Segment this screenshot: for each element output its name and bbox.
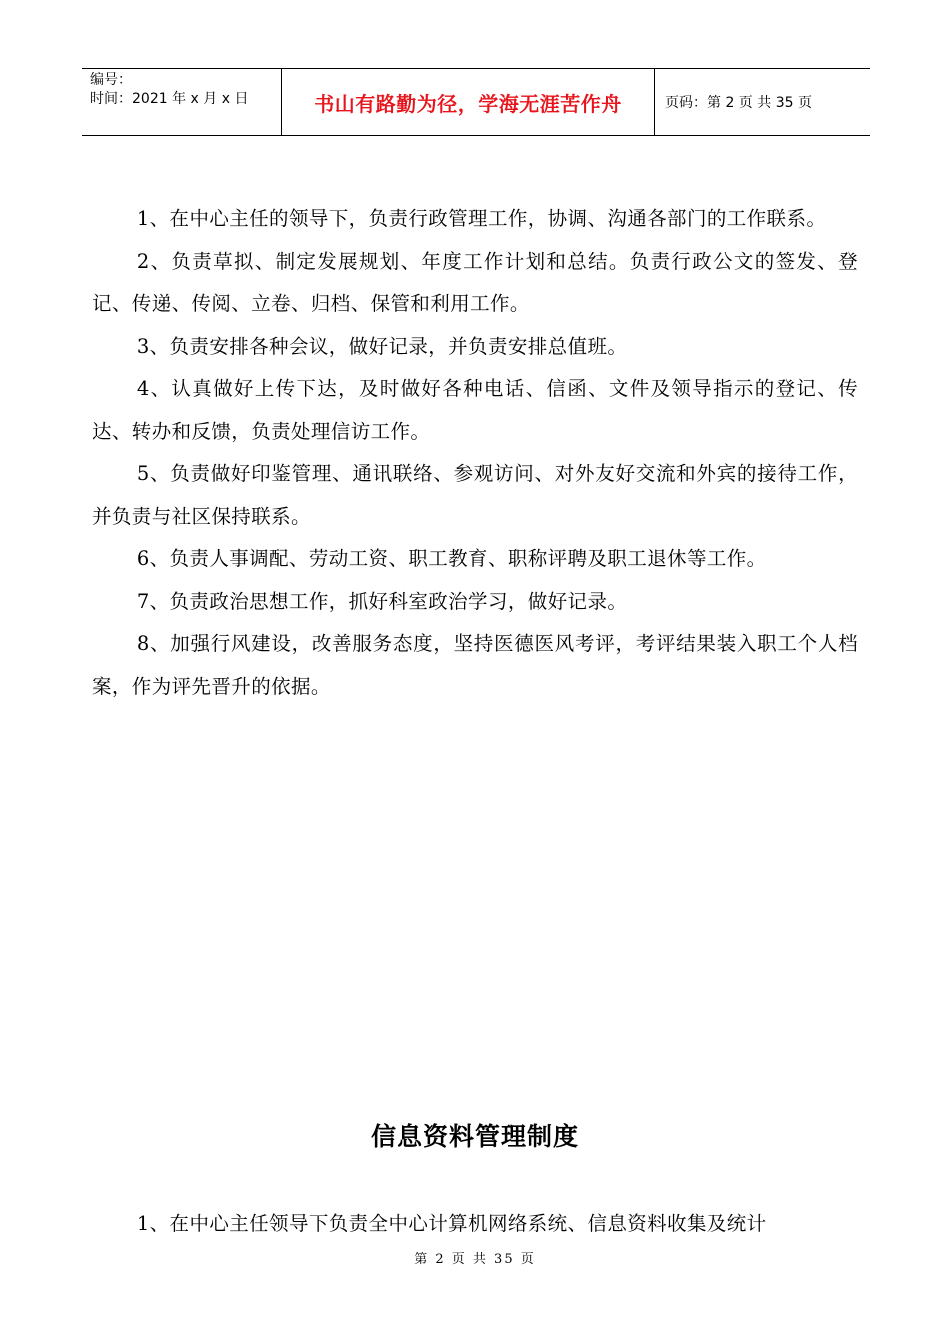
page-header: [82, 68, 870, 136]
paragraph-8: 8、加强行风建设，改善服务态度，坚持医德医风考评，考评结果装入职工个人档案，作为评先晋升的依据。: [92, 632, 858, 698]
paragraph-3: 3、负责安排各种会议，做好记录，并负责安排总值班。: [136, 334, 628, 358]
paragraph-1: 1、在中心主任的领导下，负责行政管理工作，协调、沟通各部门的工作联系。: [136, 207, 827, 230]
section-paragraph-1: 1、在中心主任领导下负责全中心计算机网络系统、信息资料收集及统计: [136, 1212, 767, 1235]
header-meta-cell: [82, 69, 282, 135]
paragraph-6: 6、负责人事调配、劳动工资、职工教育、职称评聘及职工退休等工作。: [136, 547, 767, 570]
paragraph-2: 2、负责草拟、制定发展规划、年度工作计划和总结。负责行政公文的签发、登记、传递、传阅、立卷、归档、保管和利用工作。: [92, 249, 858, 315]
section-body: [92, 1203, 858, 1246]
header-number-label: 编号：: [90, 72, 132, 88]
header-page-info: 页码：第 2 页 共 35 页: [665, 95, 812, 111]
header-motto: 书山有路勤为径，学海无涯苦作舟: [282, 69, 655, 135]
header-time-label: 时间：2021 年 x 月 x 日: [90, 91, 249, 107]
paragraph-7: 7、负责政治思想工作，抓好科室政治学习，做好记录。: [136, 589, 628, 613]
paragraph-5: 5、负责做好印鉴管理、通讯联络、参观访问、对外友好交流和外宾的接待工作，并负责与社区保持联系。: [92, 462, 858, 528]
page-footer: 第 2 页 共 35 页: [414, 1252, 536, 1267]
document-body: [92, 198, 858, 708]
paragraph-4: 4、认真做好上传下达，及时做好各种电话、信函、文件及领导指示的登记、传达、转办和反馈，负责处理信访工作。: [92, 377, 858, 443]
section-title: 信息资料管理制度: [370, 1122, 579, 1151]
